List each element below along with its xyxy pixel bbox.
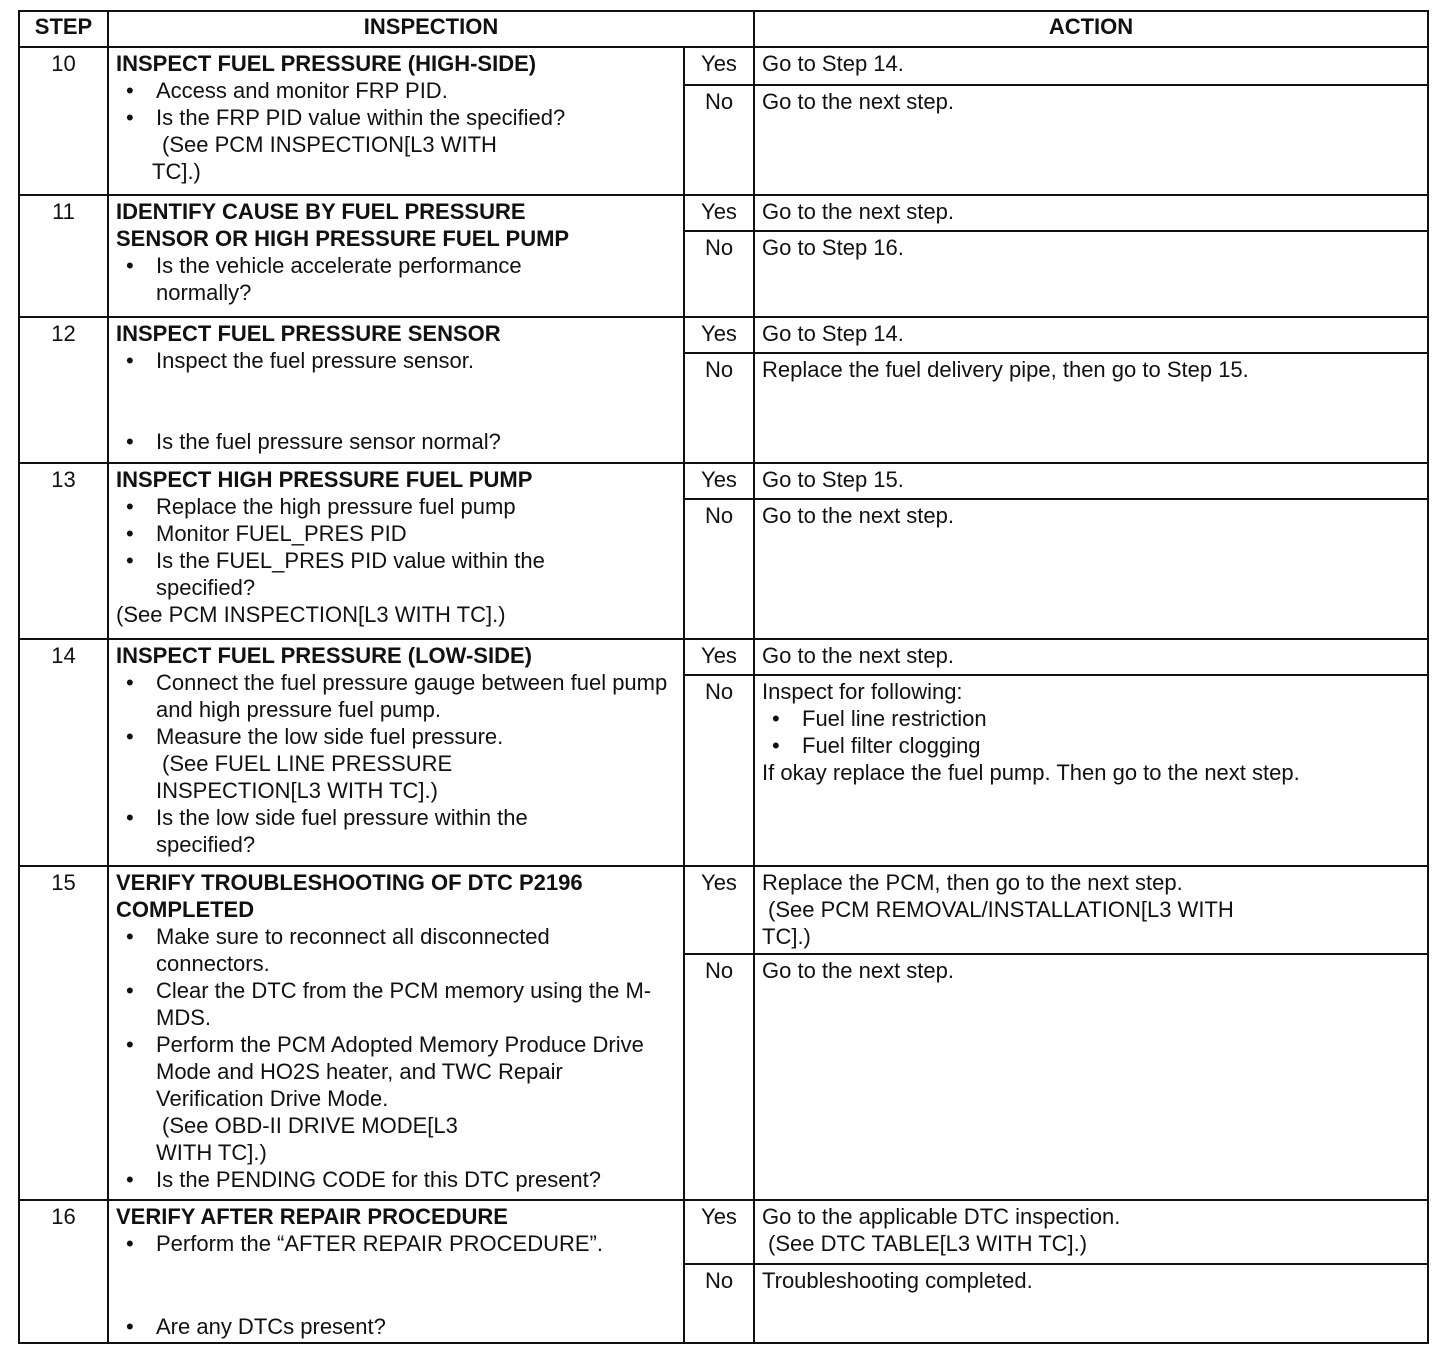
step-14-yes-row bbox=[19, 639, 1428, 675]
reference-link[interactable]: (See FUEL LINE PRESSURE bbox=[162, 751, 453, 776]
yes-label: Yes bbox=[684, 195, 754, 231]
inspection-item: • Is the FRP PID value within the specified? bbox=[116, 104, 676, 131]
inspection-item: • Inspect the fuel pressure sensor. bbox=[116, 347, 676, 374]
inspection-cell bbox=[108, 1200, 684, 1343]
no-action: Go to the next step. bbox=[754, 499, 1428, 639]
header-row bbox=[19, 11, 1428, 47]
inspection-item: • Is the fuel pressure sensor normal? bbox=[116, 428, 676, 455]
step-title: VERIFY TROUBLESHOOTING OF DTC P2196 COMPLETED bbox=[116, 870, 583, 922]
inspection-list bbox=[116, 1230, 676, 1257]
reference-link[interactable]: (See PCM INSPECTION[L3 WITH TC].) bbox=[152, 132, 497, 184]
no-action: Troubleshooting completed. bbox=[754, 1264, 1428, 1343]
inspection-item: • Connect the fuel pressure gauge between fuel pump and high pressure fuel pump. bbox=[116, 669, 676, 723]
inspection-cell bbox=[108, 639, 684, 866]
inspection-item: • Is the PENDING CODE for this DTC present? bbox=[116, 1166, 676, 1193]
yes-action: Go to Step 14. bbox=[754, 47, 1428, 85]
inspection-item: • Is the low side fuel pressure within the specified? bbox=[116, 804, 676, 858]
step-12-yes-row bbox=[19, 317, 1428, 353]
yes-action: Go to Step 15. bbox=[754, 463, 1428, 499]
check-item: • Fuel line restriction bbox=[762, 705, 1420, 732]
step-number: 13 bbox=[19, 463, 108, 639]
reference-link[interactable]: TC].) bbox=[762, 924, 811, 949]
inspection-item: • Clear the DTC from the PCM memory using the M-MDS. bbox=[116, 977, 676, 1031]
inspection-cell bbox=[108, 317, 684, 463]
inspection-item: • Replace the high pressure fuel pump bbox=[116, 493, 676, 520]
inspection-list bbox=[116, 669, 676, 858]
yes-label: Yes bbox=[684, 463, 754, 499]
inspection-item: • Measure the low side fuel pressure. (See FUEL LINE PRESSURE INSPECTION[L3 WITH TC].) bbox=[116, 723, 676, 804]
step-title: INSPECT FUEL PRESSURE (HIGH-SIDE) bbox=[116, 51, 537, 76]
inspection-item: • Is the vehicle accelerate performance normally? bbox=[116, 252, 676, 306]
yes-label: Yes bbox=[684, 1200, 754, 1264]
reference-link[interactable]: (See OBD-II DRIVE MODE[L3 bbox=[162, 1113, 458, 1138]
inspection-list bbox=[116, 493, 676, 601]
inspection-list bbox=[116, 428, 676, 455]
reference-link[interactable]: (See PCM INSPECTION[L3 WITH TC].) bbox=[116, 602, 506, 627]
inspection-item: • Perform the PCM Adopted Memory Produce Drive Mode and HO2S heater, and TWC Repair Verification Drive Mode. (See OBD-II DRIVE MODE[L3 WITH TC].) bbox=[116, 1031, 676, 1166]
step-number: 16 bbox=[19, 1200, 108, 1343]
check-list bbox=[762, 705, 1420, 759]
inspection-item: • Are any DTCs present? bbox=[116, 1313, 676, 1340]
step-number: 15 bbox=[19, 866, 108, 1200]
inspection-item: • Perform the “AFTER REPAIR PROCEDURE”. bbox=[116, 1230, 676, 1257]
no-label: No bbox=[684, 1264, 754, 1343]
step-13-yes-row bbox=[19, 463, 1428, 499]
no-action: Inspect for following: • Fuel line restriction • Fuel filter clogging If okay replace the fuel pump. Then go to the next step. bbox=[754, 675, 1428, 866]
yes-action: Go to the next step. bbox=[754, 195, 1428, 231]
yes-label: Yes bbox=[684, 639, 754, 675]
step-number: 12 bbox=[19, 317, 108, 463]
inspection-list bbox=[116, 77, 676, 131]
reference-link[interactable]: WITH TC].) bbox=[156, 1140, 267, 1165]
no-label: No bbox=[684, 353, 754, 463]
step-title: INSPECT FUEL PRESSURE (LOW-SIDE) bbox=[116, 643, 532, 668]
procedure-sheet bbox=[18, 10, 1427, 1357]
troubleshooting-table bbox=[18, 10, 1429, 1344]
header-step: STEP bbox=[19, 11, 108, 47]
no-action: Go to the next step. bbox=[754, 954, 1428, 1200]
inspection-list bbox=[116, 923, 676, 1193]
step-title: IDENTIFY CAUSE BY FUEL PRESSURE SENSOR OR HIGH PRESSURE FUEL PUMP bbox=[116, 199, 570, 251]
yes-action: Go to the applicable DTC inspection. (See DTC TABLE[L3 WITH TC].) bbox=[754, 1200, 1428, 1264]
step-number: 11 bbox=[19, 195, 108, 317]
step-title: INSPECT FUEL PRESSURE SENSOR bbox=[116, 321, 501, 346]
reference-link[interactable]: (See DTC TABLE[L3 WITH TC].) bbox=[768, 1231, 1088, 1256]
step-number: 14 bbox=[19, 639, 108, 866]
step-number: 10 bbox=[19, 47, 108, 195]
inspection-item: • Make sure to reconnect all disconnected connectors. bbox=[116, 923, 676, 977]
inspection-cell bbox=[108, 866, 684, 1200]
spacer bbox=[116, 1257, 676, 1313]
yes-action: Go to the next step. bbox=[754, 639, 1428, 675]
step-title: VERIFY AFTER REPAIR PROCEDURE bbox=[116, 1204, 508, 1229]
yes-action: Replace the PCM, then go to the next step. (See PCM REMOVAL/INSTALLATION[L3 WITH TC].) bbox=[754, 866, 1428, 954]
step-16-yes-row bbox=[19, 1200, 1428, 1264]
no-label: No bbox=[684, 675, 754, 866]
inspection-list bbox=[116, 252, 676, 306]
reference-link[interactable]: INSPECTION[L3 WITH TC].) bbox=[156, 778, 438, 803]
check-item: • Fuel filter clogging bbox=[762, 732, 1420, 759]
header-inspection: INSPECTION bbox=[108, 11, 754, 47]
inspection-list bbox=[116, 1313, 676, 1340]
no-label: No bbox=[684, 231, 754, 317]
step-15-yes-row bbox=[19, 866, 1428, 954]
inspection-item: • Is the FUEL_PRES PID value within the specified? bbox=[116, 547, 676, 601]
yes-action: Go to Step 14. bbox=[754, 317, 1428, 353]
inspection-cell bbox=[108, 463, 684, 639]
inspection-item: • Monitor FUEL_PRES PID bbox=[116, 520, 676, 547]
inspection-list bbox=[116, 347, 676, 374]
yes-label: Yes bbox=[684, 317, 754, 353]
inspection-cell bbox=[108, 195, 684, 317]
no-label: No bbox=[684, 85, 754, 195]
step-title: INSPECT HIGH PRESSURE FUEL PUMP bbox=[116, 467, 533, 492]
reference-link[interactable]: (See PCM REMOVAL/INSTALLATION[L3 WITH bbox=[768, 897, 1234, 922]
no-action: Replace the fuel delivery pipe, then go to Step 15. bbox=[754, 353, 1428, 463]
yes-label: Yes bbox=[684, 866, 754, 954]
no-action: Go to the next step. bbox=[754, 85, 1428, 195]
header-action: ACTION bbox=[754, 11, 1428, 47]
no-label: No bbox=[684, 954, 754, 1200]
inspection-cell bbox=[108, 47, 684, 195]
inspection-item: • Access and monitor FRP PID. bbox=[116, 77, 676, 104]
no-label: No bbox=[684, 499, 754, 639]
no-action: Go to Step 16. bbox=[754, 231, 1428, 317]
step-10-yes-row bbox=[19, 47, 1428, 85]
yes-label: Yes bbox=[684, 47, 754, 85]
spacer bbox=[116, 374, 676, 428]
step-11-yes-row bbox=[19, 195, 1428, 231]
